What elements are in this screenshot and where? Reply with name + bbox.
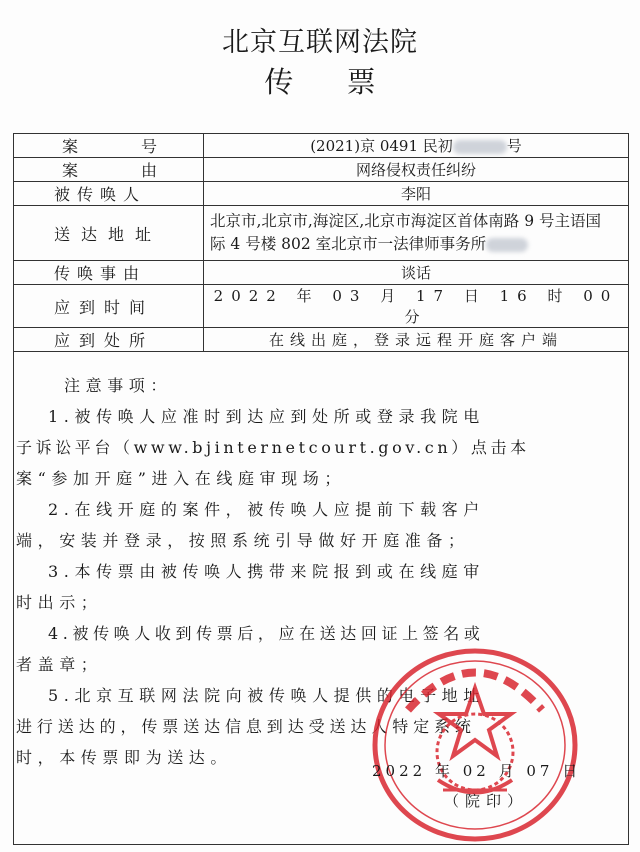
notice-3-line-2: 时出示； <box>16 593 103 612</box>
cause-value: 网络侵权责任纠纷 <box>204 158 629 182</box>
notice-2-line-1: 2.在线开庭的案件，被传唤人应提前下载客户 <box>48 500 485 519</box>
notice-3-line-1: 3.本传票由被传唤人携带来院报到或在线庭审 <box>48 562 485 581</box>
summoned-value: 李阳 <box>204 182 629 206</box>
notice-1-line-2: 子诉讼平台（www.bjinternetcourt.gov.cn）点击本 <box>16 438 530 457</box>
notice-5-line-1: 5.北京互联网法院向被传唤人提供的电子地址 <box>48 686 485 705</box>
case-number-suffix: 号 <box>506 137 522 155</box>
court-seal <box>368 640 583 845</box>
notice-4-line-2: 者盖章； <box>16 655 103 674</box>
notice-4-line-1: 4.被传唤人收到传票后，应在送达回证上签名或 <box>48 624 485 643</box>
notice-heading: 注意事项： <box>64 376 173 395</box>
case-number-label-1: 案 <box>62 137 79 156</box>
notice-1-line-1: 1.被传唤人应准时到达应到处所或登录我院电 <box>48 407 485 426</box>
row-summoned-person <box>14 182 629 206</box>
address-line-1: 北京市,北京市,海淀区,北京市海淀区首体南路 9 号主语国 <box>210 212 601 230</box>
notice-5-line-2: 进行送达的，传票送达信息到达受送达人特定系统 <box>16 717 476 736</box>
row-matter <box>14 261 629 285</box>
notice-5-line-3: 时，本传票即为送达。 <box>16 748 233 767</box>
time-value: 2022 年 03 月 17 日 16 时 00 分 <box>204 285 629 328</box>
redacted-mark <box>486 238 528 252</box>
seal-label: （院印） <box>444 792 529 810</box>
summons-info-table <box>13 133 629 352</box>
cause-label-1: 案 <box>62 161 79 180</box>
address-label: 送达地址 <box>54 224 163 244</box>
notice-2-line-2: 端，安装并登录，按照系统引导做好开庭准备； <box>16 531 470 550</box>
row-cause <box>14 158 629 182</box>
case-number-label-2: 号 <box>140 137 157 156</box>
issue-date: 2022 年 02 月 07 日 <box>372 762 582 780</box>
row-time <box>14 285 629 328</box>
court-name: 北京互联网法院 <box>222 27 418 58</box>
cause-label-2: 由 <box>140 161 157 180</box>
address-line-2: 际 4 号楼 802 室北京市一法律师事务所 <box>210 235 487 253</box>
row-case-number <box>14 134 629 158</box>
row-address <box>14 206 629 261</box>
document-type: 传 票 <box>264 65 398 99</box>
place-label: 应到处所 <box>54 331 155 350</box>
case-number-prefix: (2021)京 0491 民初 <box>310 137 453 155</box>
notice-1-line-3: 案“参加开庭”进入在线庭审现场； <box>16 469 346 488</box>
time-label: 应到时间 <box>54 297 155 317</box>
matter-label: 传唤事由 <box>54 264 147 283</box>
place-value: 在线出庭，登录远程开庭客户端 <box>204 328 629 352</box>
matter-value: 谈话 <box>204 261 629 285</box>
summoned-label: 被传唤人 <box>54 185 147 204</box>
row-place <box>14 328 629 352</box>
redacted-mark <box>453 140 507 154</box>
